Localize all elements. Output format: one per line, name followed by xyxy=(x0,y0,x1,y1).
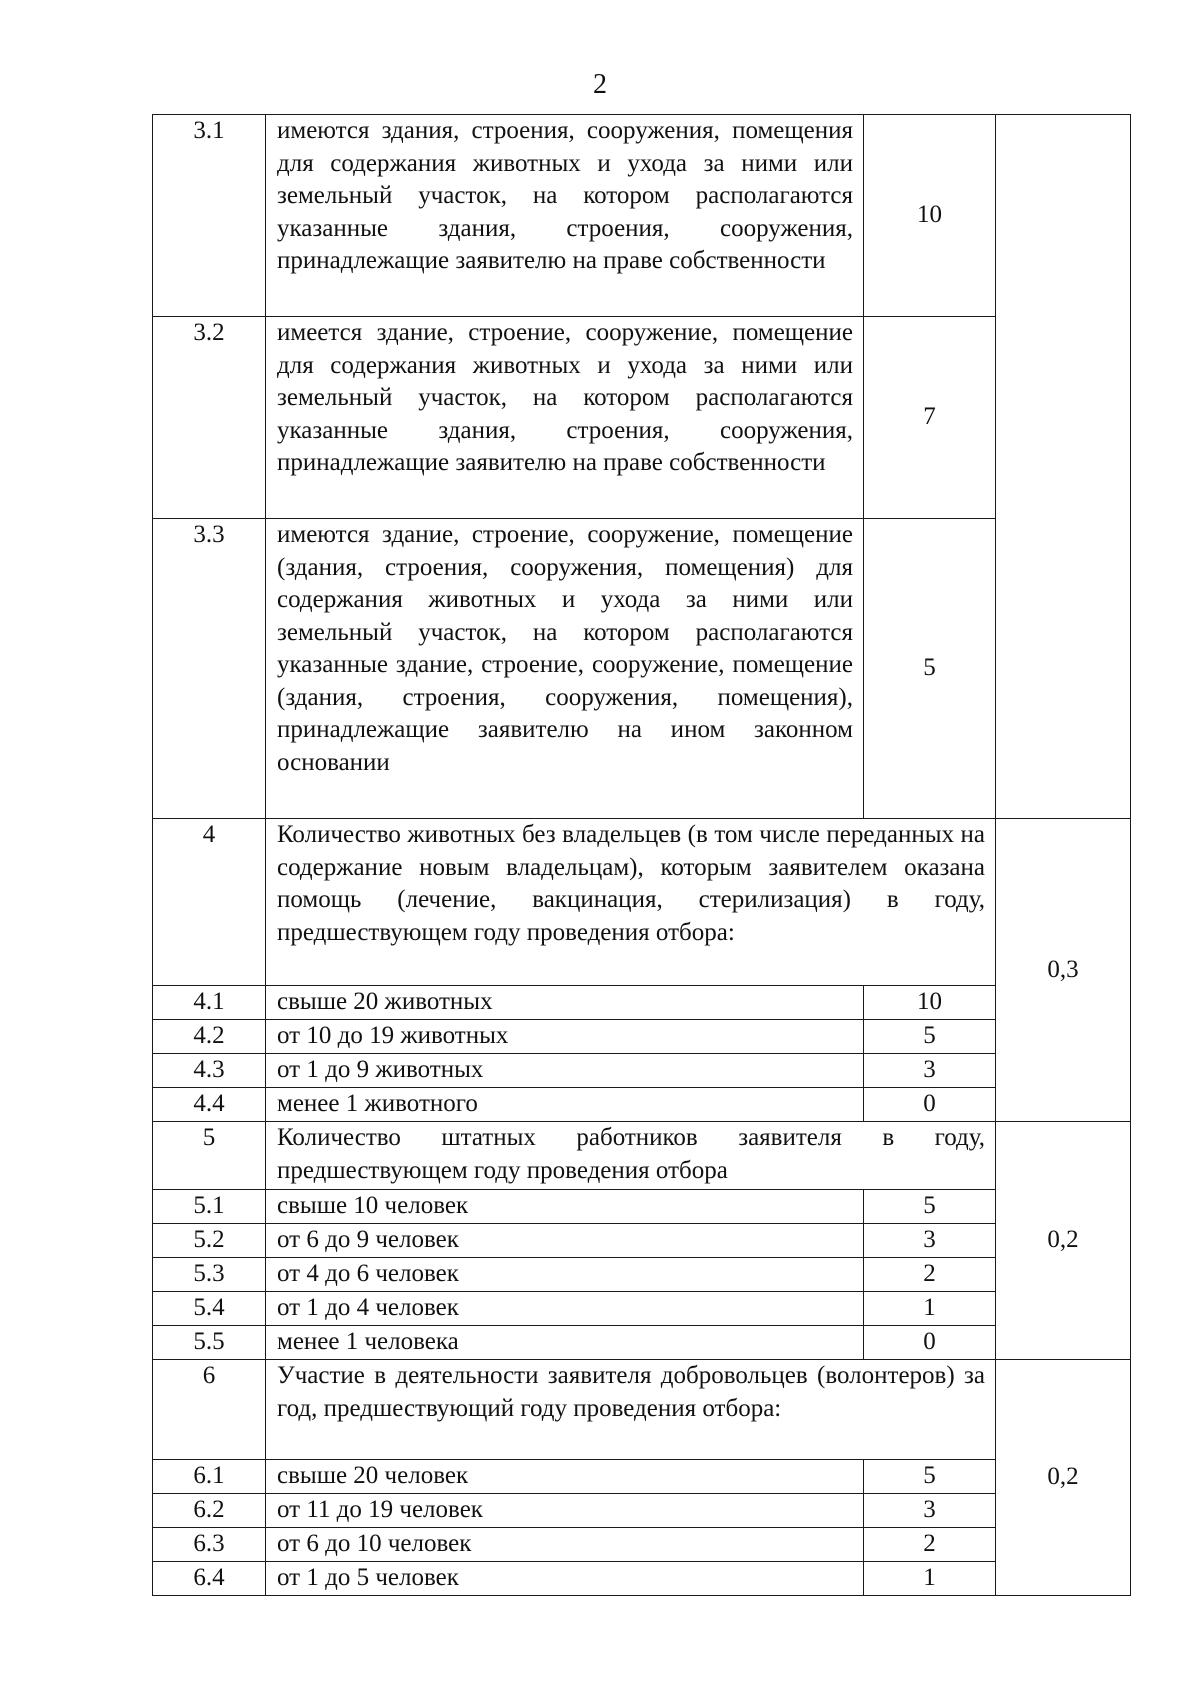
table-row xyxy=(153,317,1131,519)
row-number: 4.2 xyxy=(153,1020,266,1054)
table-row xyxy=(153,1494,1131,1528)
criterion-text: от 10 до 19 животных xyxy=(266,1020,864,1054)
criterion-text: от 11 до 19 человек xyxy=(266,1494,864,1528)
group-number: 4 xyxy=(153,819,266,986)
page-number: 2 xyxy=(593,69,607,100)
row-number: 5.4 xyxy=(153,1292,266,1326)
criterion-points: 3 xyxy=(864,1494,996,1528)
row-number: 6.2 xyxy=(153,1494,266,1528)
criteria-table xyxy=(152,114,1131,1596)
criterion-points: 3 xyxy=(864,1224,996,1258)
criterion-points: 10 xyxy=(864,115,996,317)
criterion-text: от 1 до 5 человек xyxy=(266,1562,864,1596)
row-number: 3.2 xyxy=(153,317,266,519)
table-row xyxy=(153,1528,1131,1562)
table-row xyxy=(153,1326,1131,1360)
row-number: 3.3 xyxy=(153,519,266,819)
criterion-points: 3 xyxy=(864,1054,996,1088)
group-title: Количество животных без владельцев (в том числе переданных на содержание новым владельцам), которым заявителем оказана помощь (лечение, вакцинация, стерилизация) в году, предшествующем году проведения отбора: xyxy=(266,819,996,986)
criterion-points: 5 xyxy=(864,1460,996,1494)
weight-cell-empty xyxy=(996,115,1131,819)
criterion-text: свыше 10 человек xyxy=(266,1190,864,1224)
criterion-text: от 6 до 9 человек xyxy=(266,1224,864,1258)
group-weight: 0,2 xyxy=(996,1122,1131,1360)
criterion-text: имеются здания, строения, сооружения, помещения для содержания животных и ухода за ними или земельный участок, на котором располагаются указанные здания, строения, сооружения, принадлежащие заявителю на праве собственности xyxy=(266,115,864,317)
table-row-group-header xyxy=(153,1360,1131,1460)
row-number: 5.5 xyxy=(153,1326,266,1360)
criterion-text: имеется здание, строение, сооружение, помещение для содержания животных и ухода за ними или земельный участок, на котором располагаются указанные здания, строения, сооружения, принадлежащие заявителю на праве собственности xyxy=(266,317,864,519)
table-row xyxy=(153,115,1131,317)
row-number: 3.1 xyxy=(153,115,266,317)
row-number: 5.1 xyxy=(153,1190,266,1224)
table-row xyxy=(153,1460,1131,1494)
table-row xyxy=(153,1020,1131,1054)
criterion-points: 5 xyxy=(864,1020,996,1054)
criterion-points: 5 xyxy=(864,519,996,819)
row-number: 6.3 xyxy=(153,1528,266,1562)
table-row xyxy=(153,1258,1131,1292)
criterion-points: 1 xyxy=(864,1292,996,1326)
row-number: 4.3 xyxy=(153,1054,266,1088)
row-number: 5.2 xyxy=(153,1224,266,1258)
row-number: 4.4 xyxy=(153,1088,266,1122)
row-number: 4.1 xyxy=(153,986,266,1020)
table-row-group-header xyxy=(153,1122,1131,1190)
table-row xyxy=(153,1562,1131,1596)
table-row xyxy=(153,1088,1131,1122)
criterion-text: свыше 20 животных xyxy=(266,986,864,1020)
criterion-text: имеются здание, строение, сооружение, помещение (здания, строения, сооружения, помещения) для содержания животных и ухода за ними или земельный участок, на котором располагаются указанные здание, строение, сооружение, помещение (здания, строения, сооружения, помещения), принадлежащие заявителю на ином законном основании xyxy=(266,519,864,819)
table-row xyxy=(153,1054,1131,1088)
table-row xyxy=(153,1292,1131,1326)
table-row xyxy=(153,519,1131,819)
group-weight: 0,2 xyxy=(996,1360,1131,1596)
group-title: Количество штатных работников заявителя в году, предшествующем году проведения отбора xyxy=(266,1122,996,1190)
criterion-text: менее 1 человека xyxy=(266,1326,864,1360)
criterion-text: от 1 до 9 животных xyxy=(266,1054,864,1088)
criterion-text: от 6 до 10 человек xyxy=(266,1528,864,1562)
criterion-points: 1 xyxy=(864,1562,996,1596)
row-number: 6.1 xyxy=(153,1460,266,1494)
criterion-text: от 4 до 6 человек xyxy=(266,1258,864,1292)
table-row xyxy=(153,1190,1131,1224)
criterion-text: менее 1 животного xyxy=(266,1088,864,1122)
criterion-text: от 1 до 4 человек xyxy=(266,1292,864,1326)
criterion-points: 0 xyxy=(864,1326,996,1360)
criterion-points: 2 xyxy=(864,1528,996,1562)
row-number: 5.3 xyxy=(153,1258,266,1292)
criterion-points: 10 xyxy=(864,986,996,1020)
table-row xyxy=(153,1224,1131,1258)
row-number: 6.4 xyxy=(153,1562,266,1596)
table-row xyxy=(153,986,1131,1020)
criterion-points: 7 xyxy=(864,317,996,519)
table-row-group-header xyxy=(153,819,1131,986)
criterion-points: 0 xyxy=(864,1088,996,1122)
group-weight: 0,3 xyxy=(996,819,1131,1122)
group-number: 6 xyxy=(153,1360,266,1460)
criterion-points: 5 xyxy=(864,1190,996,1224)
criterion-points: 2 xyxy=(864,1258,996,1292)
criterion-text: свыше 20 человек xyxy=(266,1460,864,1494)
group-number: 5 xyxy=(153,1122,266,1190)
group-title: Участие в деятельности заявителя добровольцев (волонтеров) за год, предшествующий году проведения отбора: xyxy=(266,1360,996,1460)
